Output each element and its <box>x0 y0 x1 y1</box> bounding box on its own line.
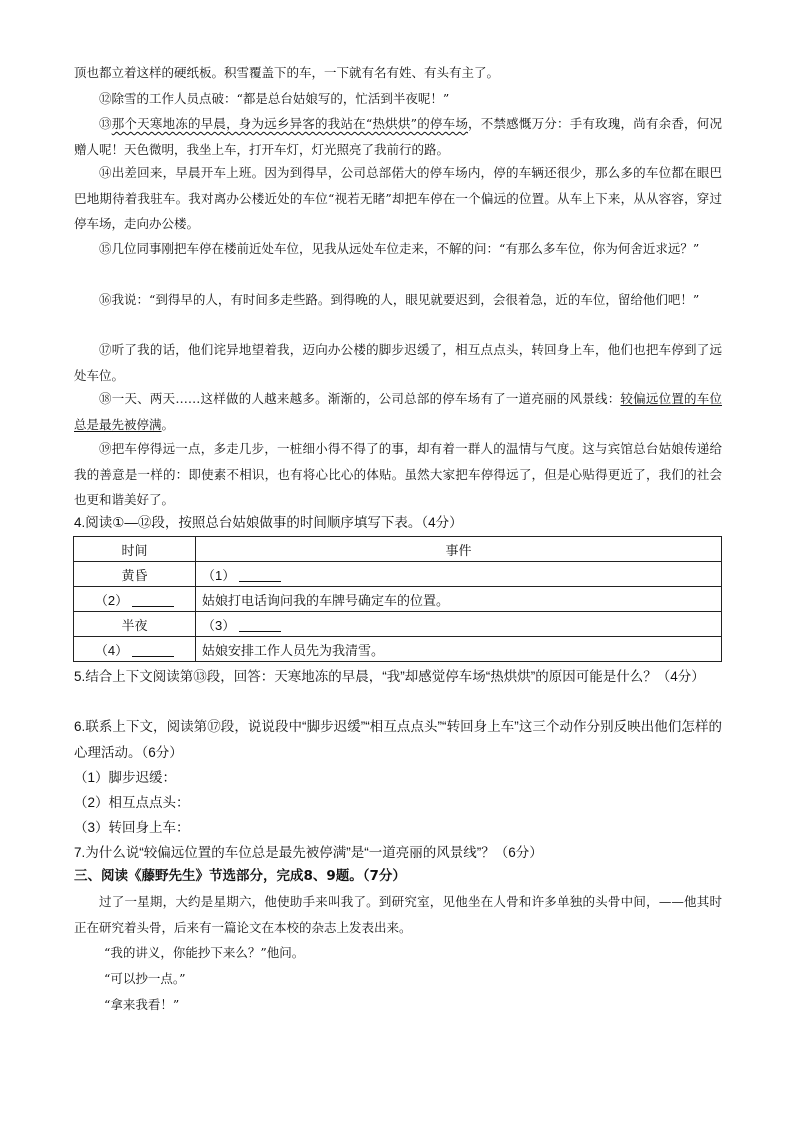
dialogue-line: “我的讲义，你能抄下来么？”他问。 <box>104 945 305 960</box>
table-header-event: 事件 <box>196 537 722 562</box>
question-6-item-1: （1）脚步迟缓： <box>74 770 177 785</box>
question-6: 6.联系上下文，阅读第⑰段，说说段中“脚步迟缓”“相互点点头”“转回身上车”这三个动作分别反映出他们怎样的心理活动。（6分） <box>74 719 722 760</box>
paragraph-14: ⑭出差回来，早晨开车上班。因为到得早，公司总部偌大的停车场内，停的车辆还很少，那么多的车位都在眼巴巴地期待着我驻车。我对离办公楼近处的车位“视若无睹”却把车停在一个偏远的位置。从车上下来，从从容容，穿过停车场，走向办公楼。 <box>74 165 722 231</box>
paragraph-18-underlined: 较偏远位置的车位总是最先被停满 <box>74 391 722 432</box>
question-4: 4.阅读①—⑫段，按照总台姑娘做事的时间顺序填写下表。（4分） <box>74 515 463 530</box>
table-cell-time <box>74 637 196 662</box>
answer-blank[interactable] <box>239 568 281 582</box>
table-row <box>74 562 722 587</box>
table-cell-event <box>196 562 722 587</box>
paragraph-18-text: ⑱一天、两天……这样做的人越来越多。渐渐的，公司总部的停车场有了一道亮丽的风景线： <box>99 391 621 406</box>
paragraph-13-number: ⑬ <box>99 116 112 131</box>
paragraph-12: ⑫除雪的工作人员点破：“都是总台姑娘写的，忙活到半夜呢！” <box>99 91 450 106</box>
paragraph-11-tail: 顶也都立着这样的硬纸板。积雪覆盖下的车，一下就有名有姓、有头有主了。 <box>74 65 500 80</box>
table-cell-event: 姑娘安排工作人员先为我清雪。 <box>196 637 722 662</box>
answer-blank[interactable] <box>132 593 174 607</box>
paragraph-16: ⑯我说：“到得早的人，有时间多走些路。到得晚的人，眼见就要迟到，会很着急，近的车位，留给他们吧！” <box>99 292 700 307</box>
paragraph-13 <box>74 111 722 162</box>
question-7: 7.为什么说“较偏远位置的车位总是最先被停满”是“一道亮丽的风景线”？（6分） <box>74 845 543 860</box>
answer-blank[interactable] <box>239 618 281 632</box>
table-header-time: 时间 <box>74 537 196 562</box>
table-row <box>74 637 722 662</box>
answer-label: （2） <box>94 592 129 608</box>
answer-label: （4） <box>94 642 129 658</box>
paragraph-18-end: 。 <box>161 416 175 432</box>
paragraph-19: ⑲把车停得远一点，多走几步，一桩细小得不得了的事，却有着一群人的温情与气度。这与宾馆总台姑娘传递给我的善意是一样的：即使素不相识，也有将心比心的体贴。虽然大家把车停得远了，但是心贴得更近了，我们的社会也更和谐美好了。 <box>74 441 722 507</box>
table-cell-time <box>74 587 196 612</box>
table-row <box>74 612 722 637</box>
section-3-heading: 三、阅读《藤野先生》节选部分，完成8、9题。（7分） <box>74 868 406 884</box>
answer-blank[interactable] <box>132 643 174 657</box>
paragraph-17: ⑰听了我的话，他们诧异地望着我，迈向办公楼的脚步迟缓了，相互点点头，转回身上车，他们也把车停到了远处车位。 <box>74 342 722 383</box>
table-cell-time: 半夜 <box>74 612 196 637</box>
dialogue-line: “拿来我看！” <box>104 997 180 1012</box>
table-cell-event <box>196 612 722 637</box>
event-table <box>73 536 722 662</box>
table-header-row <box>74 537 722 562</box>
table-row <box>74 587 722 612</box>
answer-label: （3） <box>202 617 236 633</box>
question-6-item-2: （2）相互点点头： <box>74 795 190 810</box>
excerpt-paragraph: 过了一星期，大约是星期六，他使助手来叫我了。到研究室，见他坐在人骨和许多单独的头骨中间，——他其时正在研究着头骨，后来有一篇论文在本校的杂志上发表出来。 <box>74 894 722 935</box>
paragraph-13-wavy-text: 那个天寒地冻的早晨，身为远乡异客的我站在“热烘烘”的停车场 <box>111 116 469 131</box>
dialogue-line: “可以抄一点。” <box>104 971 186 986</box>
paragraph-15: ⑮几位同事刚把车停在楼前近处车位，见我从远处车位走来，不解的问：“有那么多车位，你为何舍近求远？” <box>99 241 700 256</box>
table-cell-time: 黄昏 <box>74 562 196 587</box>
answer-label: （1） <box>202 567 236 583</box>
question-5: 5.结合上下文阅读第⑬段，回答：天寒地冻的早晨，“我”却感觉停车场“热烘烘”的原因可能是什么？（4分） <box>74 669 705 684</box>
paragraph-13-rest: ，不禁感慨万分：手有玫瑰，尚有余香，何况赠人呢！天色微明，我坐上车，打开车灯，灯光照亮了我前行的路。 <box>74 116 722 157</box>
paragraph-18 <box>74 386 722 437</box>
question-6-item-3: （3）转回身上车： <box>74 820 190 835</box>
table-cell-event: 姑娘打电话询问我的车牌号确定车的位置。 <box>196 587 722 612</box>
